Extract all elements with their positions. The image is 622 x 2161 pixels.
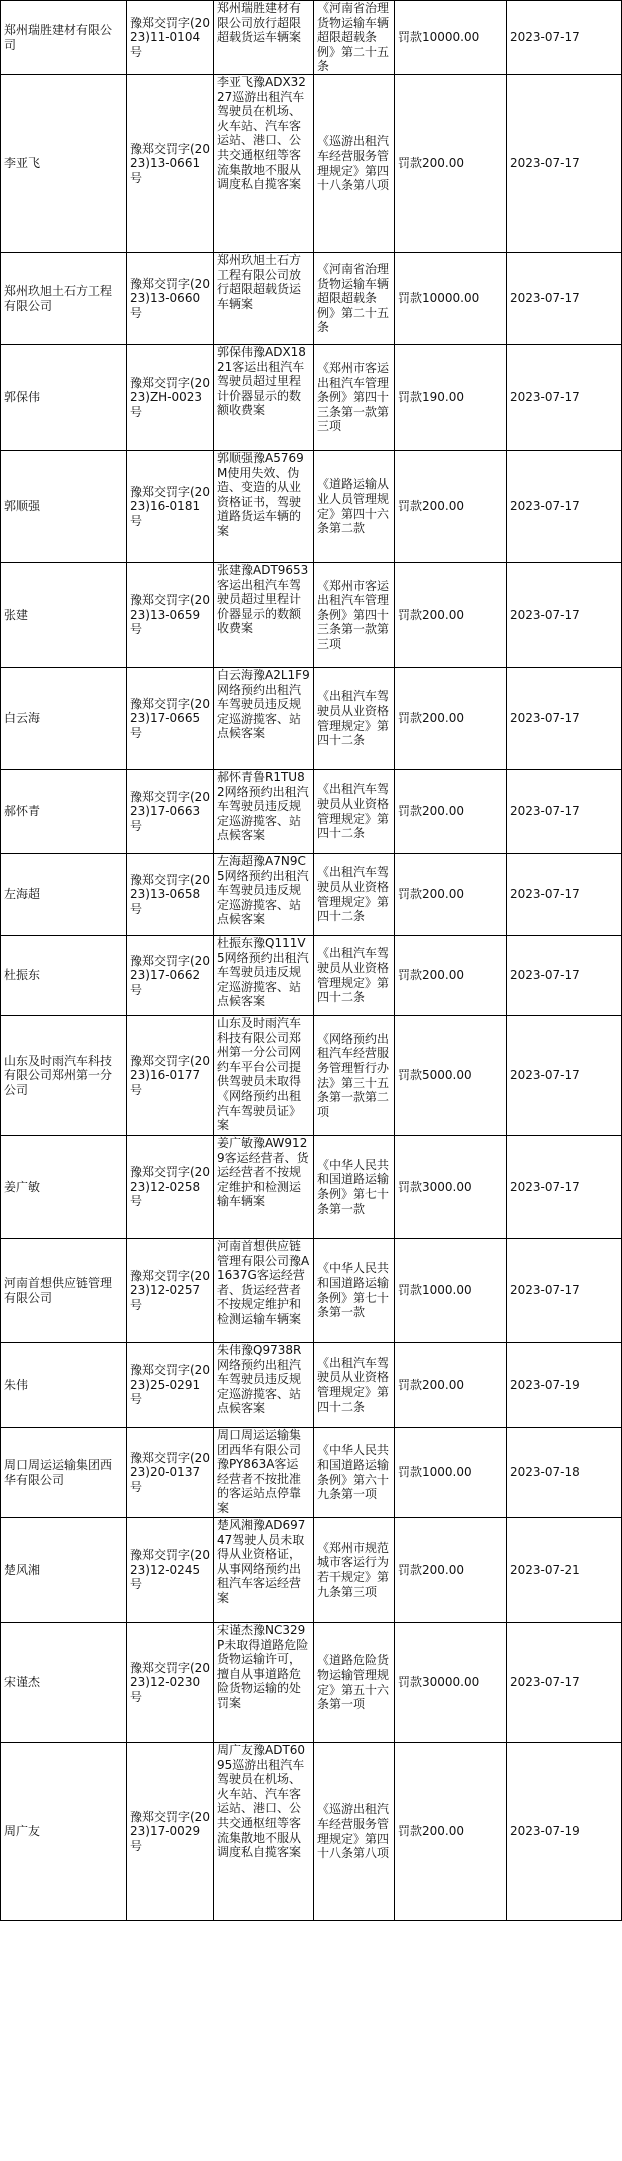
basis-cell: 《中华人民共和国道路运输条例》第六十九条第一项: [314, 1428, 395, 1518]
basis-cell: 《道路危险货物运输管理规定》第五十六条第一项: [314, 1623, 395, 1743]
penalty-cell: 罚款200.00: [395, 854, 507, 936]
penalty-cell: 罚款10000.00: [395, 1, 507, 75]
date-cell: 2023-07-17: [507, 1623, 622, 1743]
reason-cell: 郝怀青鲁R1TU82网络预约出租汽车驾驶员违反规定巡游揽客、站点候客案: [214, 770, 314, 854]
reason-cell: 郑州瑞胜建材有限公司放行超限超载货运车辆案: [214, 1, 314, 75]
table-row: [1, 253, 622, 345]
doc-no-cell: 豫郑交罚字(2023)17-0662号: [127, 936, 214, 1016]
date-cell: 2023-07-17: [507, 770, 622, 854]
table-row: [1, 770, 622, 854]
party-cell: 山东及时雨汽车科技有限公司郑州第一分公司: [1, 1016, 127, 1136]
table-row: [1, 345, 622, 451]
date-cell: 2023-07-17: [507, 1016, 622, 1136]
date-cell: 2023-07-17: [507, 1136, 622, 1239]
doc-no-cell: 豫郑交罚字(2023)11-0104号: [127, 1, 214, 75]
doc-no-cell: 豫郑交罚字(2023)13-0658号: [127, 854, 214, 936]
penalty-cell: 罚款190.00: [395, 345, 507, 451]
basis-cell: 《中华人民共和国道路运输条例》第七十条第一款: [314, 1239, 395, 1343]
table-row: [1, 1743, 622, 1921]
party-cell: 姜广敏: [1, 1136, 127, 1239]
penalty-cell: 罚款30000.00: [395, 1623, 507, 1743]
doc-no-cell: 豫郑交罚字(2023)20-0137号: [127, 1428, 214, 1518]
date-cell: 2023-07-17: [507, 1, 622, 75]
party-cell: 李亚飞: [1, 75, 127, 253]
doc-no-cell: 豫郑交罚字(2023)16-0177号: [127, 1016, 214, 1136]
date-cell: 2023-07-17: [507, 563, 622, 668]
party-cell: 郭顺强: [1, 451, 127, 563]
penalty-cell: 罚款200.00: [395, 770, 507, 854]
reason-cell: 郭顺强豫A5769M使用失效、伪造、变造的从业资格证书，驾驶道路货运车辆的案: [214, 451, 314, 563]
date-cell: 2023-07-17: [507, 451, 622, 563]
date-cell: 2023-07-17: [507, 345, 622, 451]
penalty-cell: 罚款200.00: [395, 1518, 507, 1623]
penalty-cell: 罚款1000.00: [395, 1239, 507, 1343]
doc-no-cell: 豫郑交罚字(2023)12-0230号: [127, 1623, 214, 1743]
party-cell: 周口周运运输集团西华有限公司: [1, 1428, 127, 1518]
basis-cell: 《巡游出租汽车经营服务管理规定》第四十八条第八项: [314, 1743, 395, 1921]
doc-no-cell: 豫郑交罚字(2023)16-0181号: [127, 451, 214, 563]
basis-cell: 《河南省治理货物运输车辆超限超载条例》第二十五条: [314, 253, 395, 345]
penalty-cell: 罚款200.00: [395, 668, 507, 770]
date-cell: 2023-07-19: [507, 1743, 622, 1921]
reason-cell: 左海超豫A7N9C5网络预约出租汽车驾驶员违反规定巡游揽客、站点候客案: [214, 854, 314, 936]
table-row: [1, 1518, 622, 1623]
party-cell: 朱伟: [1, 1343, 127, 1428]
party-cell: 宋谨杰: [1, 1623, 127, 1743]
basis-cell: 《郑州市客运出租汽车管理条例》第四十三条第一款第三项: [314, 563, 395, 668]
penalty-cell: 罚款200.00: [395, 936, 507, 1016]
reason-cell: 河南首想供应链管理有限公司豫A1637G客运经营者、货运经营者不按规定维护和检测运输车辆案: [214, 1239, 314, 1343]
reason-cell: 周口周运运输集团西华有限公司豫PY863A客运经营者不按批准的客运站点停靠案: [214, 1428, 314, 1518]
party-cell: 张建: [1, 563, 127, 668]
basis-cell: 《网络预约出租汽车经营服务管理暂行办法》第三十五条第一款第二项: [314, 1016, 395, 1136]
reason-cell: 朱伟豫Q9738R网络预约出租汽车驾驶员违反规定巡游揽客、站点候客案: [214, 1343, 314, 1428]
party-cell: 左海超: [1, 854, 127, 936]
table-row: [1, 1239, 622, 1343]
basis-cell: 《巡游出租汽车经营服务管理规定》第四十八条第八项: [314, 75, 395, 253]
doc-no-cell: 豫郑交罚字(2023)12-0245号: [127, 1518, 214, 1623]
basis-cell: 《出租汽车驾驶员从业资格管理规定》第四十二条: [314, 668, 395, 770]
date-cell: 2023-07-17: [507, 1239, 622, 1343]
reason-cell: 宋谨杰豫NC329P未取得道路危险货物运输许可，擅自从事道路危险货物运输的处罚案: [214, 1623, 314, 1743]
reason-cell: 白云海豫A2L1F9网络预约出租汽车驾驶员违反规定巡游揽客、站点候客案: [214, 668, 314, 770]
doc-no-cell: 豫郑交罚字(2023)13-0661号: [127, 75, 214, 253]
table-row: [1, 563, 622, 668]
date-cell: 2023-07-17: [507, 253, 622, 345]
doc-no-cell: 豫郑交罚字(2023)25-0291号: [127, 1343, 214, 1428]
party-cell: 楚风湘: [1, 1518, 127, 1623]
reason-cell: 张建豫ADT9653客运出租汽车驾驶员超过里程计价器显示的数额收费案: [214, 563, 314, 668]
table-row: [1, 451, 622, 563]
party-cell: 郑州玖旭土石方工程有限公司: [1, 253, 127, 345]
party-cell: 白云海: [1, 668, 127, 770]
date-cell: 2023-07-21: [507, 1518, 622, 1623]
reason-cell: 郑州玖旭土石方工程有限公司放行超限超载货运车辆案: [214, 253, 314, 345]
reason-cell: 杜振东豫Q111V5网络预约出租汽车驾驶员违反规定巡游揽客、站点候客案: [214, 936, 314, 1016]
party-cell: 杜振东: [1, 936, 127, 1016]
doc-no-cell: 豫郑交罚字(2023)17-0029号: [127, 1743, 214, 1921]
table-row: [1, 854, 622, 936]
doc-no-cell: 豫郑交罚字(2023)12-0257号: [127, 1239, 214, 1343]
penalty-cell: 罚款3000.00: [395, 1136, 507, 1239]
doc-no-cell: 豫郑交罚字(2023)ZH-0023号: [127, 345, 214, 451]
date-cell: 2023-07-17: [507, 936, 622, 1016]
date-cell: 2023-07-18: [507, 1428, 622, 1518]
table-row: [1, 1016, 622, 1136]
basis-cell: 《道路运输从业人员管理规定》第四十六条第二款: [314, 451, 395, 563]
reason-cell: 山东及时雨汽车科技有限公司郑州第一分公司网约车平台公司提供驾驶员未取得《网络预约出租汽车驾驶员证》案: [214, 1016, 314, 1136]
basis-cell: 《出租汽车驾驶员从业资格管理规定》第四十二条: [314, 854, 395, 936]
reason-cell: 周广友豫ADT6095巡游出租汽车驾驶员在机场、火车站、汽车客运站、港口、公共交通枢纽等客流集散地不服从调度私自揽客案: [214, 1743, 314, 1921]
reason-cell: 李亚飞豫ADX3227巡游出租汽车驾驶员在机场、火车站、汽车客运站、港口、公共交通枢纽等客流集散地不服从调度私自揽客案: [214, 75, 314, 253]
doc-no-cell: 豫郑交罚字(2023)12-0258号: [127, 1136, 214, 1239]
table-row: [1, 1428, 622, 1518]
table-row: [1, 1343, 622, 1428]
penalty-table-body: [1, 1, 622, 1921]
table-row: [1, 936, 622, 1016]
party-cell: 郝怀青: [1, 770, 127, 854]
date-cell: 2023-07-19: [507, 1343, 622, 1428]
party-cell: 周广友: [1, 1743, 127, 1921]
penalty-cell: 罚款200.00: [395, 1343, 507, 1428]
table-row: [1, 1623, 622, 1743]
penalty-cell: 罚款1000.00: [395, 1428, 507, 1518]
penalty-cell: 罚款200.00: [395, 75, 507, 253]
reason-cell: 郭保伟豫ADX1821客运出租汽车驾驶员超过里程计价器显示的数额收费案: [214, 345, 314, 451]
table-row: [1, 1, 622, 75]
table-row: [1, 75, 622, 253]
basis-cell: 《出租汽车驾驶员从业资格管理规定》第四十二条: [314, 936, 395, 1016]
party-cell: 河南首想供应链管理有限公司: [1, 1239, 127, 1343]
doc-no-cell: 豫郑交罚字(2023)17-0663号: [127, 770, 214, 854]
basis-cell: 《出租汽车驾驶员从业资格管理规定》第四十二条: [314, 1343, 395, 1428]
party-cell: 郭保伟: [1, 345, 127, 451]
doc-no-cell: 豫郑交罚字(2023)13-0659号: [127, 563, 214, 668]
doc-no-cell: 豫郑交罚字(2023)17-0665号: [127, 668, 214, 770]
reason-cell: 姜广敏豫AW9129客运经营者、货运经营者不按规定维护和检测运输车辆案: [214, 1136, 314, 1239]
doc-no-cell: 豫郑交罚字(2023)13-0660号: [127, 253, 214, 345]
penalty-cell: 罚款5000.00: [395, 1016, 507, 1136]
basis-cell: 《河南省治理货物运输车辆超限超载条例》第二十五条: [314, 1, 395, 75]
table-row: [1, 668, 622, 770]
party-cell: 郑州瑞胜建材有限公司: [1, 1, 127, 75]
basis-cell: 《郑州市规范城市客运行为若干规定》第九条第三项: [314, 1518, 395, 1623]
penalty-cell: 罚款200.00: [395, 451, 507, 563]
date-cell: 2023-07-17: [507, 668, 622, 770]
basis-cell: 《郑州市客运出租汽车管理条例》第四十三条第一款第三项: [314, 345, 395, 451]
basis-cell: 《出租汽车驾驶员从业资格管理规定》第四十二条: [314, 770, 395, 854]
table-row: [1, 1136, 622, 1239]
penalty-cell: 罚款10000.00: [395, 253, 507, 345]
reason-cell: 楚风湘豫AD69747驾驶人员未取得从业资格证，从事网络预约出租汽车客运经营案: [214, 1518, 314, 1623]
penalty-cell: 罚款200.00: [395, 563, 507, 668]
basis-cell: 《中华人民共和国道路运输条例》第七十条第一款: [314, 1136, 395, 1239]
penalty-cell: 罚款200.00: [395, 1743, 507, 1921]
date-cell: 2023-07-17: [507, 854, 622, 936]
date-cell: 2023-07-17: [507, 75, 622, 253]
